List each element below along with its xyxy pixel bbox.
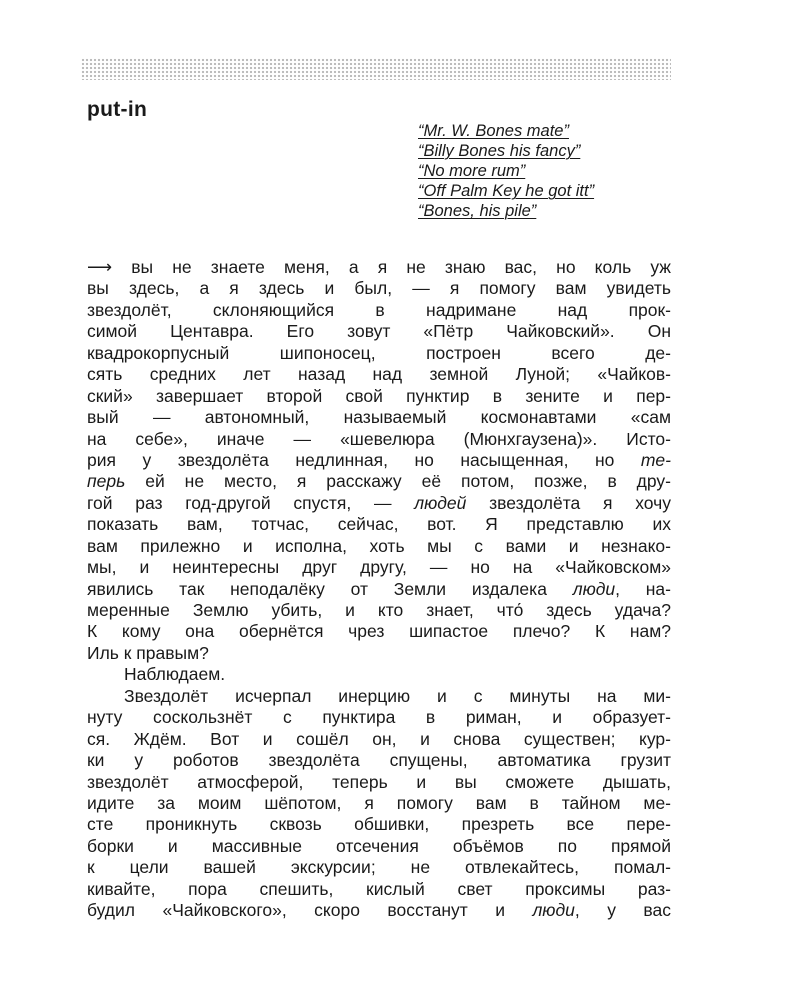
italic-text: люди [572, 578, 616, 599]
text-segment: идите за моим шёпотом, я помогу вам в тайном ме- [87, 792, 671, 813]
text-line [87, 343, 671, 364]
text-segment: рия у звездолёта недлинная, но насыщенная, но [87, 449, 641, 470]
text-segment: явились так неподалёку от Земли издалека [87, 578, 573, 599]
header-dotted-rule [81, 58, 671, 80]
text-segment: к цели вашей экскурсии; не отвлекайтесь, помал- [87, 857, 671, 878]
epigraph-line: “No more rum” [418, 162, 526, 180]
text-line [87, 750, 671, 771]
text-line [87, 557, 671, 578]
text-segment: квадрокорпусный шипоносец, построен всего де- [87, 342, 671, 363]
text-segment: меренные Землю убить, и кто знает, что́ здесь удача? [87, 600, 671, 620]
text-line [87, 536, 671, 557]
epigraph-line: “Mr. W. Bones mate” [418, 122, 569, 140]
text-line [87, 900, 671, 921]
text-line [87, 814, 671, 835]
text-segment: Звездолёт исчерпал инерцию и с минуты на ми- [124, 685, 671, 706]
text-line [87, 493, 671, 514]
text-line [87, 579, 671, 600]
italic-text: перь [87, 471, 126, 492]
text-segment: мы, и неинтересны друг другу, — но на «Чайковском» [87, 557, 671, 578]
text-line [87, 407, 671, 428]
text-segment: показать вам, тотчас, сейчас, вот. Я представлю их [87, 514, 671, 535]
text-segment: симой Центавра. Его зовут «Пётр Чайковский». Он [87, 321, 671, 342]
page-title: put-in [87, 98, 148, 121]
text-segment: ки у роботов звездолёта спущены, автоматика грузит [87, 750, 671, 771]
text-line [87, 793, 671, 814]
text-line [87, 836, 671, 857]
text-line [87, 300, 671, 321]
text-segment: ей не место, я расскажу её потом, позже, в дру- [125, 471, 671, 492]
text-line [87, 643, 671, 664]
text-segment: ⟶ вы не знаете меня, а я не знаю вас, но коль уж [87, 257, 671, 277]
text-segment: Наблюдаем. [124, 664, 226, 685]
epigraph-line: “Off Palm Key he got itt” [418, 182, 595, 200]
text-segment: , на- [615, 578, 671, 599]
text-segment: кивайте, пора спешить, кислый свет проксимы раз- [87, 878, 671, 899]
epigraph-line: “Billy Bones his fancy” [418, 142, 581, 160]
text-line [87, 857, 671, 878]
text-segment: вам прилежно и исполна, хоть мы с вами и незнако- [87, 535, 671, 556]
text-segment: ся. Ждём. Вот и сошёл он, и снова существен; кур- [87, 728, 671, 749]
epigraph-line: “Bones, his pile” [418, 202, 537, 220]
text-line [87, 429, 671, 450]
text-line [87, 621, 671, 642]
text-segment: звездолёта я хочу [466, 492, 671, 513]
text-line [87, 450, 671, 471]
text-line [87, 664, 671, 685]
text-line [87, 707, 671, 728]
body-text [87, 257, 671, 922]
text-segment: К кому она обернётся чрез шипастое плечо? К нам? [87, 621, 671, 642]
text-segment: вый — автономный, называемый космонавтами «сам [87, 407, 671, 428]
text-line [87, 772, 671, 793]
text-line [87, 321, 671, 342]
text-segment: борки и массивные отсечения объёмов по прямой [87, 835, 671, 856]
text-line [87, 600, 671, 621]
text-line [87, 729, 671, 750]
text-line [87, 278, 671, 299]
text-line [87, 257, 671, 278]
text-line [87, 386, 671, 407]
text-segment: сте проникнуть сквозь обшивки, презреть все пере- [87, 814, 671, 835]
italic-text: те- [640, 449, 671, 470]
text-segment: звездолёт, склоняющийся в надримане над прок- [87, 299, 671, 320]
text-line [87, 471, 671, 492]
text-segment: сять средних лет назад над земной Луной; «Чайков- [87, 364, 671, 385]
epigraph [418, 121, 678, 221]
italic-text: людей [414, 492, 467, 513]
text-segment: , у вас [574, 900, 671, 921]
text-segment: ский» завершает второй свой пунктир в зените и пер- [87, 385, 671, 406]
text-segment: нуту соскользнёт с пунктира в риман, и образует- [87, 707, 671, 728]
text-segment: на себе», иначе — «шевелюра (Мюнхгаузена)». Исто- [87, 428, 671, 449]
text-segment: вы здесь, а я здесь и был, — я помогу вам увидеть [87, 278, 671, 299]
text-segment: гой раз год-другой спустя, — [87, 492, 415, 513]
text-line [87, 514, 671, 535]
text-line [87, 879, 671, 900]
text-line [87, 364, 671, 385]
text-segment: Иль к правым? [87, 642, 209, 663]
text-segment: звездолёт атмосферой, теперь и вы сможете дышать, [87, 771, 671, 792]
text-segment: будил «Чайковского», скоро восстанут и [87, 900, 533, 921]
text-line [87, 686, 671, 707]
italic-text: люди [532, 900, 575, 921]
